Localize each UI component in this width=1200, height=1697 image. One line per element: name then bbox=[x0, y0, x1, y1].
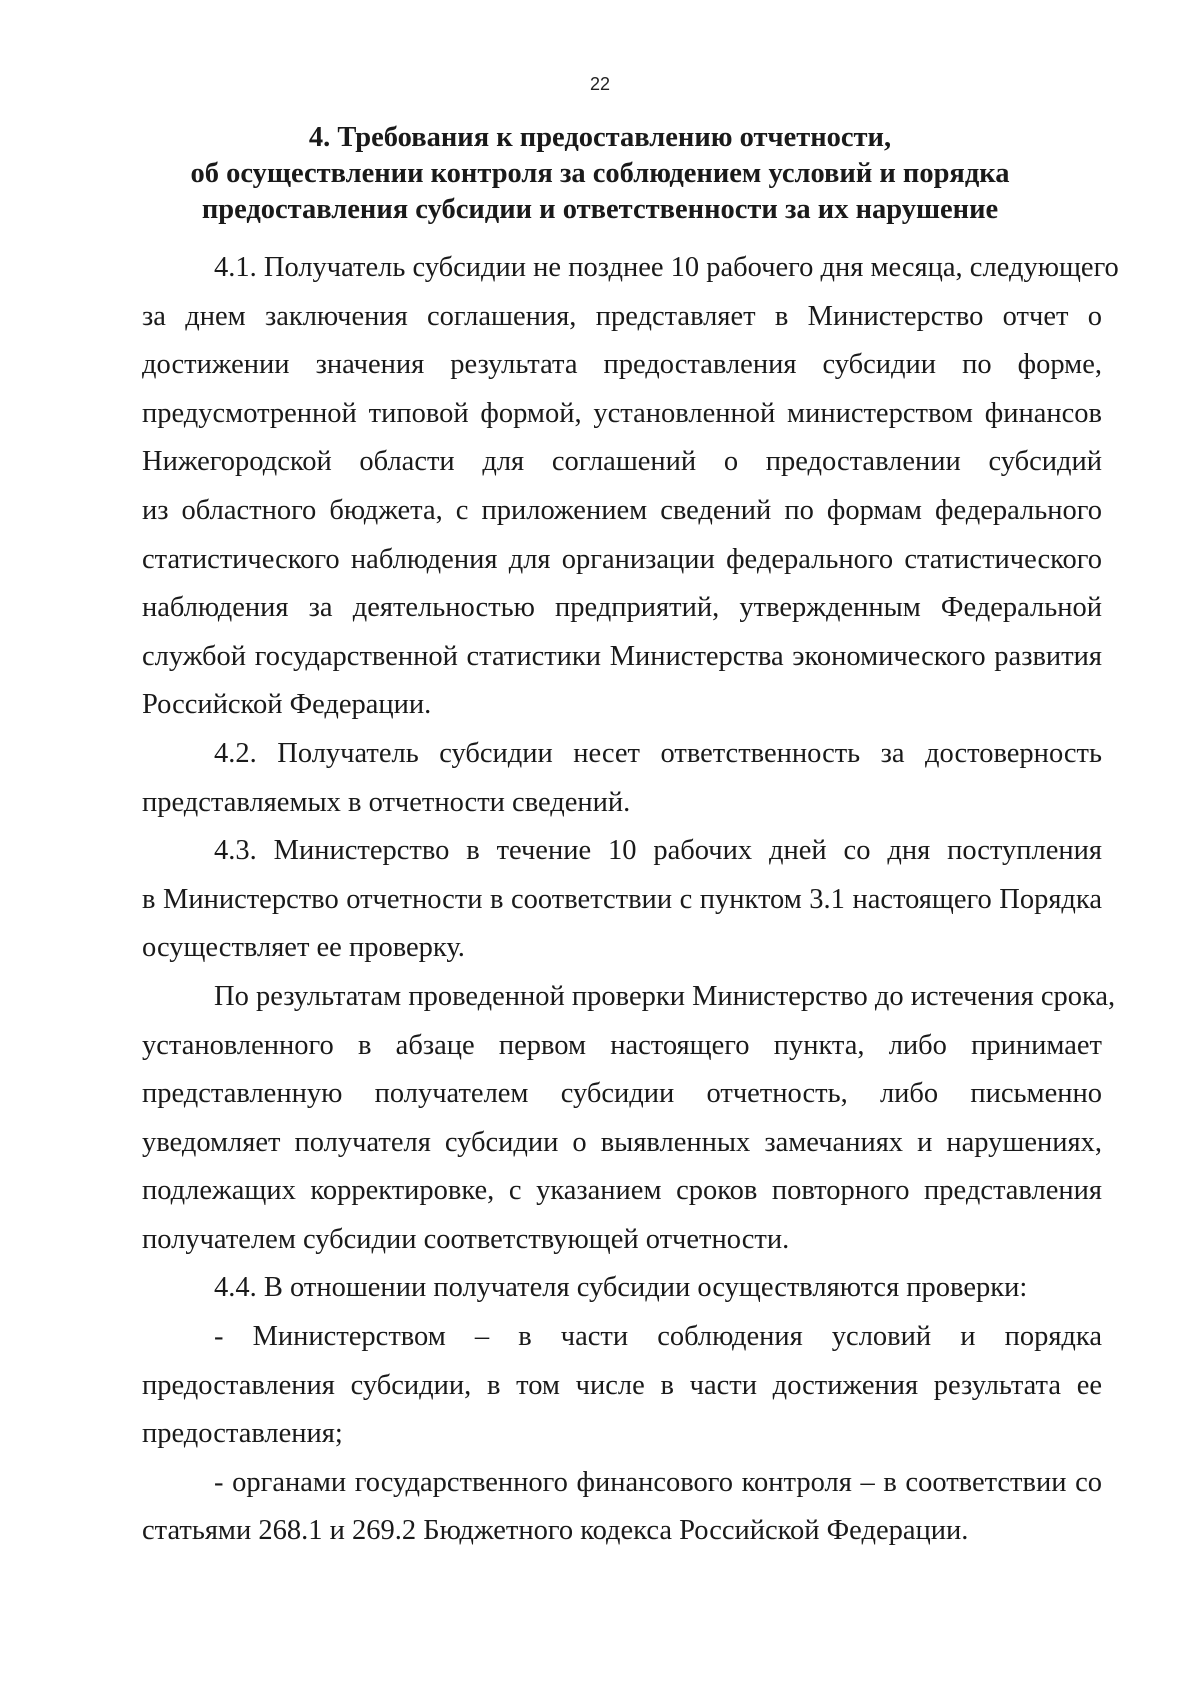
text-line: представленную получателем субсидии отчетность, либо письменно bbox=[142, 1078, 1102, 1110]
text-line: По результатам проведенной проверки Министерство до истечения срока, bbox=[214, 980, 1116, 1012]
text-line: - органами государственного финансового контроля – в соответствии со bbox=[214, 1466, 1102, 1498]
text-line: осуществляет ее проверку. bbox=[142, 932, 465, 964]
text-line: установленного в абзаце первом настоящего пункта, либо принимает bbox=[142, 1029, 1102, 1061]
text-line: в Министерство отчетности в соответствии с пунктом 3.1 настоящего Порядка bbox=[142, 883, 1102, 915]
section-heading bbox=[120, 120, 1080, 228]
paragraph-4-4-ministry bbox=[142, 1313, 1102, 1459]
text-line: предусмотренной типовой формой, установленной министерством финансов bbox=[142, 397, 1102, 429]
text-line: из областного бюджета, с приложением сведений по формам федерального bbox=[142, 494, 1102, 526]
page-number: 22 bbox=[589, 74, 611, 94]
text-line: 4.3. Министерство в течение 10 рабочих дней со дня поступления bbox=[214, 835, 1102, 867]
text-line: наблюдения за деятельностью предприятий, утвержденным Федеральной bbox=[142, 592, 1102, 624]
section-heading-line: предоставления субсидии и ответственности за их нарушение bbox=[201, 194, 999, 225]
section-heading-line: 4. Требования к предоставлению отчетности, bbox=[308, 122, 892, 153]
text-line: 4.2. Получатель субсидии несет ответственность за достоверность bbox=[214, 737, 1102, 769]
text-line: 4.4. В отношении получателя субсидии осуществляются проверки: bbox=[214, 1272, 1028, 1304]
text-line: статистического наблюдения для организации федерального статистического bbox=[142, 543, 1102, 575]
text-line: статьями 268.1 и 269.2 Бюджетного кодекса Российской Федерации. bbox=[142, 1515, 969, 1547]
paragraph-4-3 bbox=[142, 827, 1102, 973]
paragraph-4-2 bbox=[142, 730, 1102, 827]
text-line: службой государственной статистики Министерства экономического развития bbox=[142, 640, 1102, 672]
text-line: достижении значения результата предоставления субсидии по форме, bbox=[142, 349, 1102, 381]
paragraph-4-1 bbox=[142, 244, 1119, 730]
text-line: уведомляет получателя субсидии о выявленных замечаниях и нарушениях, bbox=[142, 1126, 1102, 1158]
text-line: за днем заключения соглашения, представляет в Министерство отчет о bbox=[142, 300, 1102, 332]
section-heading-line: об осуществлении контроля за соблюдением условий и порядка bbox=[190, 158, 1010, 189]
text-line: - Министерством – в части соблюдения условий и порядка bbox=[214, 1321, 1102, 1353]
text-line: получателем субсидии соответствующей отчетности. bbox=[142, 1223, 790, 1255]
text-line: Российской Федерации. bbox=[142, 689, 432, 721]
paragraph-4-4 bbox=[142, 1264, 1102, 1313]
text-line: предоставления субсидии, в том числе в части достижения результата ее bbox=[142, 1369, 1102, 1401]
paragraph-4-4-control-bodies bbox=[142, 1459, 1102, 1556]
document-body bbox=[142, 244, 1119, 1556]
text-line: Нижегородской области для соглашений о предоставлении субсидий bbox=[142, 446, 1102, 478]
text-line: предоставления; bbox=[142, 1418, 343, 1450]
paragraph-4-3-results bbox=[142, 973, 1116, 1265]
text-line: представляемых в отчетности сведений. bbox=[142, 786, 631, 818]
text-line: подлежащих корректировке, с указанием сроков повторного представления bbox=[142, 1175, 1102, 1207]
text-line: 4.1. Получатель субсидии не позднее 10 рабочего дня месяца, следующего bbox=[214, 252, 1119, 283]
